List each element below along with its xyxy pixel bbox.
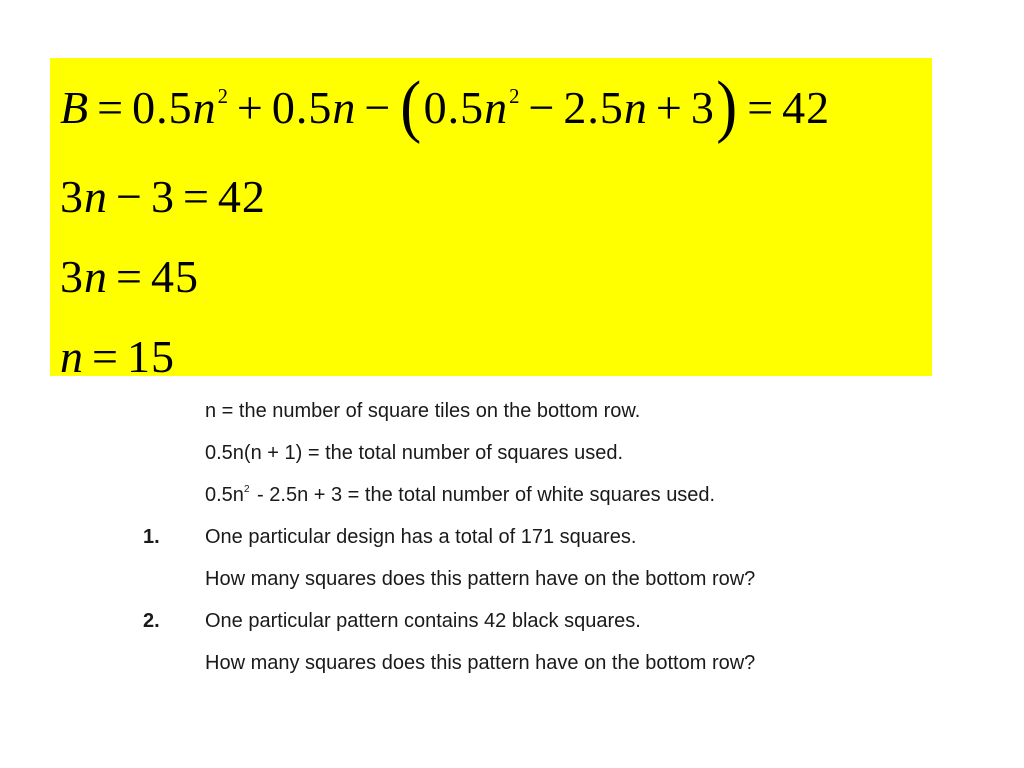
question-2-text: One particular pattern contains 42 black squares.	[205, 610, 641, 632]
question-1-text: One particular design has a total of 171 squares.	[205, 526, 637, 548]
definition-white-squares: $0.5n^2 - 2.5n + 3$ = the total number of white squares used.	[205, 484, 716, 506]
definition-total-squares: 0.5n(n + 1) = the total number of squares used.	[205, 442, 624, 464]
question-2-number: 2.	[143, 610, 160, 632]
equation-line-4: n = 15	[60, 331, 175, 382]
definition-n: n = the number of square tiles on the bottom row.	[205, 400, 641, 422]
question-1-prompt: How many squares does this pattern have on the bottom row?	[205, 568, 756, 590]
question-1-number: 1.	[143, 526, 160, 548]
equation-line-2: 3n − 3 = 42	[60, 171, 266, 222]
equation-highlight-box	[50, 58, 932, 382]
equation-line-1: $B = 0.5n^2 + 0.5n - (0.5n^2 - 2.5n + 3) = 42$	[60, 68, 831, 145]
equation-line-3: 3n = 45	[60, 251, 199, 302]
question-2-prompt: How many squares does this pattern have on the bottom row?	[205, 652, 756, 674]
